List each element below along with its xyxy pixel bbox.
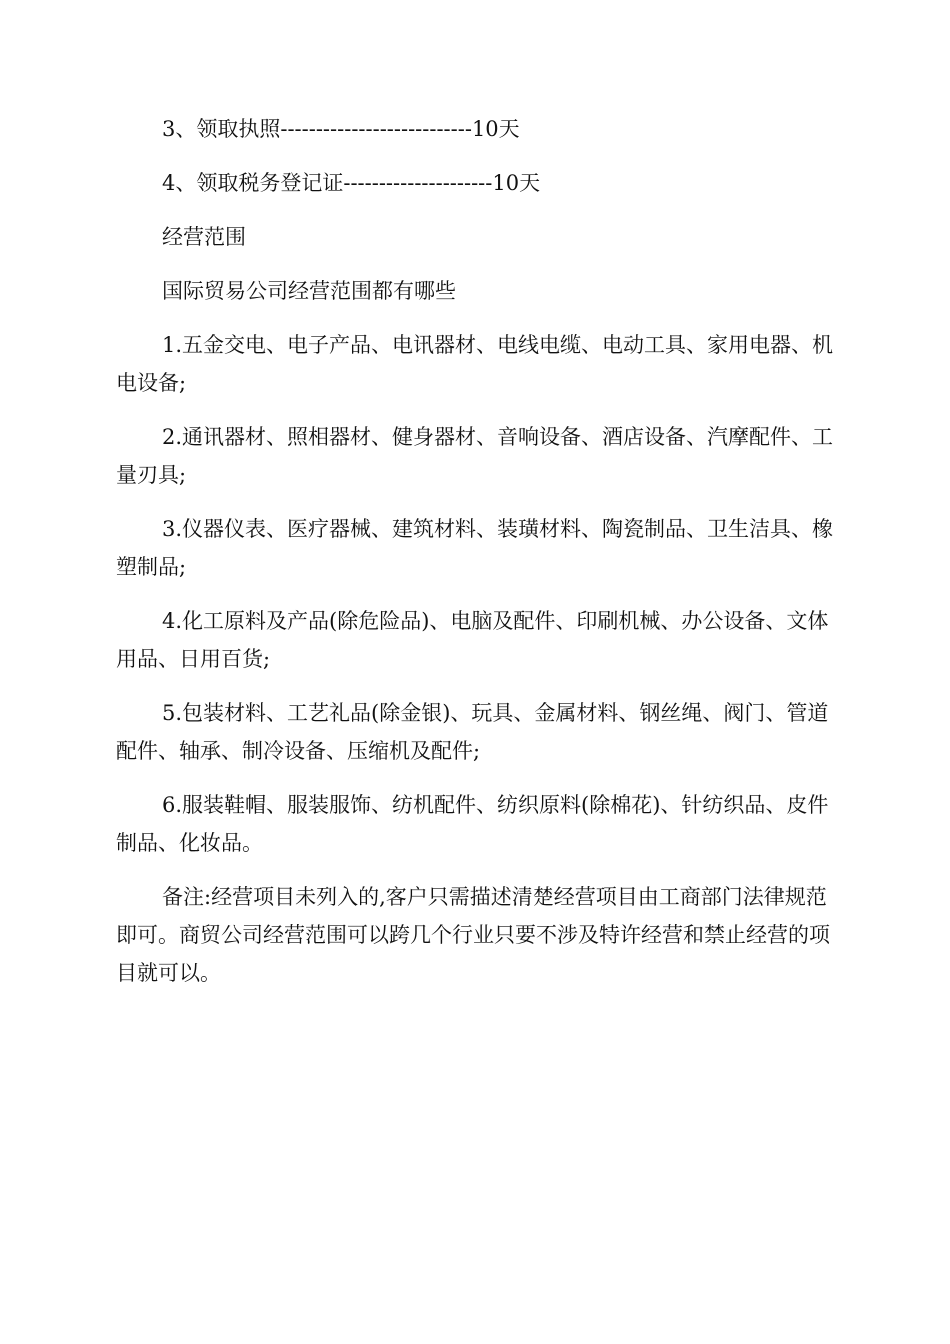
scope-item-3: 3.仪器仪表、医疗器械、建筑材料、装璜材料、陶瓷制品、卫生洁具、橡塑制品; xyxy=(116,517,834,579)
step-3-line: 3、领取执照---------------------------10天 xyxy=(162,117,520,141)
section-subtitle: 国际贸易公司经营范围都有哪些 xyxy=(162,279,456,303)
section-title: 经营范围 xyxy=(162,225,246,249)
step-4-line: 4、领取税务登记证---------------------10天 xyxy=(162,171,541,195)
scope-item-6: 6.服装鞋帽、服装服饰、纺机配件、纺织原料(除棉花)、针纺织品、皮件制品、化妆品。 xyxy=(116,793,829,855)
document-body xyxy=(116,110,836,1008)
scope-item-5: 5.包装材料、工艺礼品(除金银)、玩具、金属材料、钢丝绳、阀门、管道配件、轴承、制冷设备、压缩机及配件; xyxy=(116,701,829,763)
scope-item-4: 4.化工原料及产品(除危险品)、电脑及配件、印刷机械、办公设备、文体用品、日用百货; xyxy=(116,609,829,671)
scope-item-1: 1.五金交电、电子产品、电讯器材、电线电缆、电动工具、家用电器、机电设备; xyxy=(116,333,834,395)
note-paragraph: 备注:经营项目未列入的,客户只需描述清楚经营项目由工商部门法律规范即可。商贸公司经营范围可以跨几个行业只要不涉及特许经营和禁止经营的项目就可以。 xyxy=(116,885,830,985)
scope-item-2: 2.通讯器材、照相器材、健身器材、音响设备、酒店设备、汽摩配件、工量刃具; xyxy=(116,425,834,487)
